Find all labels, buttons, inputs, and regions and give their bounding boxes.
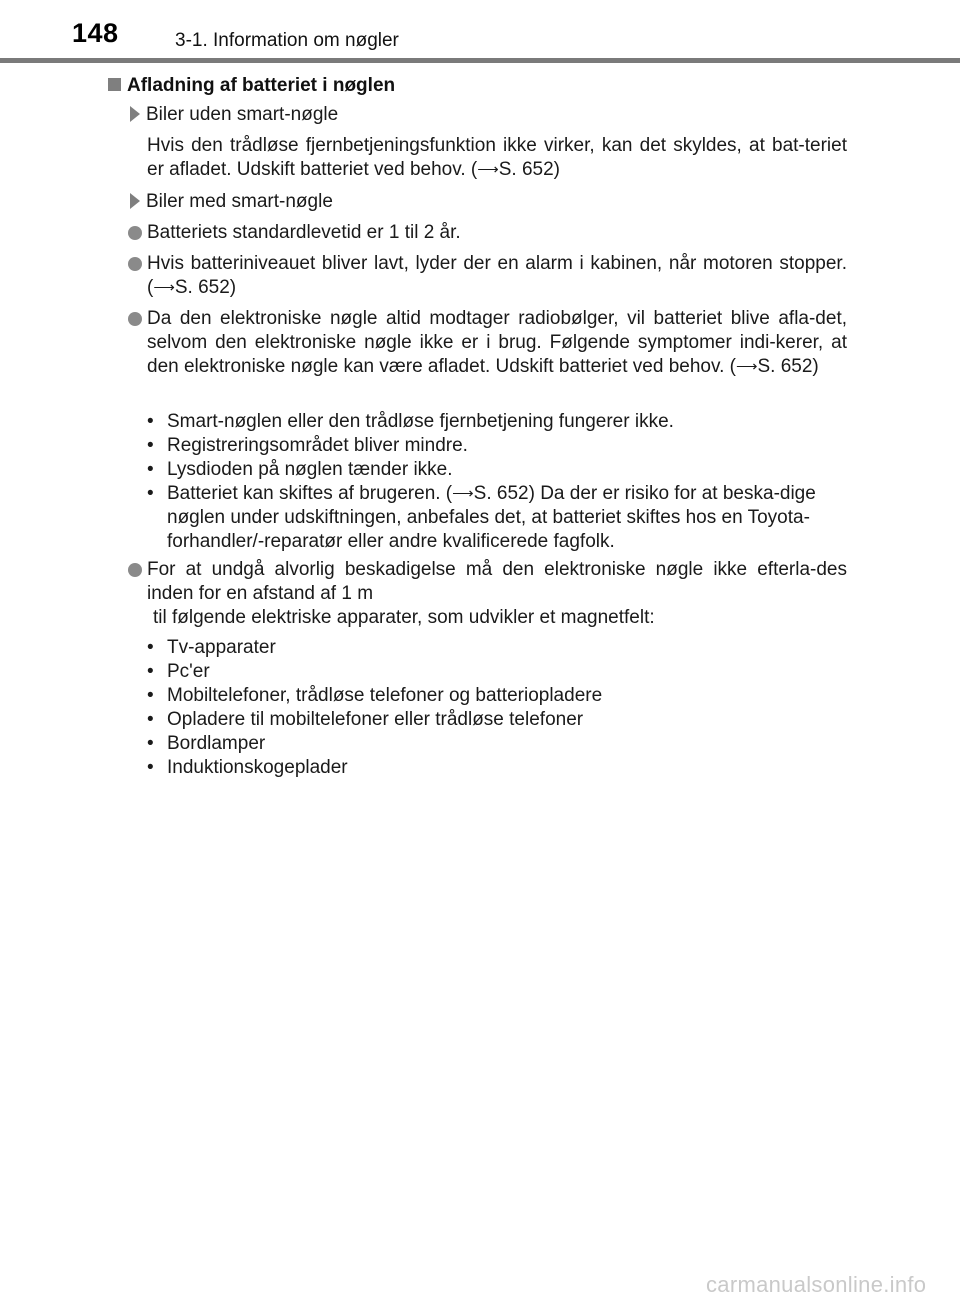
list-item: • Pc'er	[147, 660, 847, 684]
subheading-smart-key	[130, 190, 333, 214]
subheading-no-smart-key	[130, 103, 338, 127]
bullet-text: Da den elektroniske nøgle altid modtager radiobølger, vil batteriet blive afla-det, selvom den elektroniske nøgle ikke er i brug. Følgende symptomer indi-kerer, at den elektroniske nøgle kan være afladet. Udskift batteriet ved behov. (	[147, 308, 847, 377]
bullet-text-block	[147, 307, 847, 379]
triangle-marker-icon	[130, 106, 140, 122]
section-heading-text: Afladning af batteriet i nøglen	[127, 75, 396, 96]
bullet-magnetic-field	[128, 558, 847, 630]
list-item: • Mobiltelefoner, trådløse telefoner og batteriopladere	[147, 684, 847, 708]
bullet-radio-waves	[128, 307, 847, 379]
list-item: • Induktionskogeplader	[147, 756, 847, 780]
paragraph-text: Hvis den trådløse fjernbetjeningsfunktion ikke virker, kan det skyldes, at bat-teriet er afladet. Udskift batteriet ved behov. (	[147, 135, 847, 180]
bullet-battery-life	[128, 221, 847, 245]
page-number: 148	[72, 18, 119, 48]
page-reference-link[interactable]: S. 652)	[498, 159, 560, 180]
subheading-text: Biler med smart-nøgle	[146, 191, 333, 212]
list-item: • Smart-nøglen eller den trådløse fjernbetjening fungerer ikke.	[147, 410, 847, 434]
section-title: 3-1. Information om nøgler	[175, 30, 399, 51]
list-item-text: S. 652) Da der er risiko for at beska-dige nøglen under udskiftningen, anbefales det, at batteriet skiftes hos en Toyota-forhandler/-reparatør eller andre kvalificerede fagfolk.	[167, 483, 816, 552]
list-item-text: Batteriet kan skiftes af brugeren. (	[167, 483, 453, 504]
circle-bullet-icon	[128, 257, 142, 271]
list-item: • Opladere til mobiltelefoner eller trådløse telefoner	[147, 708, 847, 732]
circle-bullet-icon	[128, 563, 142, 577]
subheading-text: Biler uden smart-nøgle	[146, 104, 339, 125]
list-item	[147, 482, 847, 554]
bullet-text-block	[147, 252, 847, 300]
device-list	[147, 636, 847, 780]
list-item: • Tv-apparater	[147, 636, 847, 660]
paragraph-remote-battery	[147, 134, 847, 182]
symptom-list	[147, 410, 847, 554]
list-item: • Registreringsområdet bliver mindre.	[147, 434, 847, 458]
list-item: • Lysdioden på nøglen tænder ikke.	[147, 458, 847, 482]
circle-bullet-icon	[128, 312, 142, 326]
triangle-marker-icon	[130, 193, 140, 209]
bullet-text: Batteriets standardlevetid er 1 til 2 år.	[147, 222, 461, 243]
watermark: carmanualsonline.info	[706, 1272, 927, 1297]
circle-bullet-icon	[128, 226, 142, 240]
arrow-right-icon: ⟶	[477, 161, 499, 178]
page-reference-link[interactable]: S. 652)	[757, 356, 819, 377]
header-divider	[0, 58, 960, 63]
section-heading	[108, 74, 395, 98]
bullet-text: Hvis batteriniveauet bliver lavt, lyder der en alarm i kabinen, når motoren stopper. (	[147, 253, 847, 298]
list-item: • Bordlamper	[147, 732, 847, 756]
arrow-right-icon: ⟶	[452, 485, 474, 502]
arrow-right-icon: ⟶	[735, 358, 758, 375]
square-bullet-icon	[108, 78, 121, 91]
bullet-text: For at undgå alvorlig beskadigelse må den elektroniske nøgle ikke efterla-des inden for en afstand af 1 m	[147, 559, 847, 604]
bullet-low-battery-alarm	[128, 252, 847, 300]
page-header	[0, 0, 960, 62]
bullet-text-continued: til følgende elektriske apparater, som udvikler et magnetfelt:	[153, 607, 655, 628]
arrow-right-icon: ⟶	[153, 279, 175, 296]
page-reference-link[interactable]: S. 652)	[174, 277, 237, 298]
